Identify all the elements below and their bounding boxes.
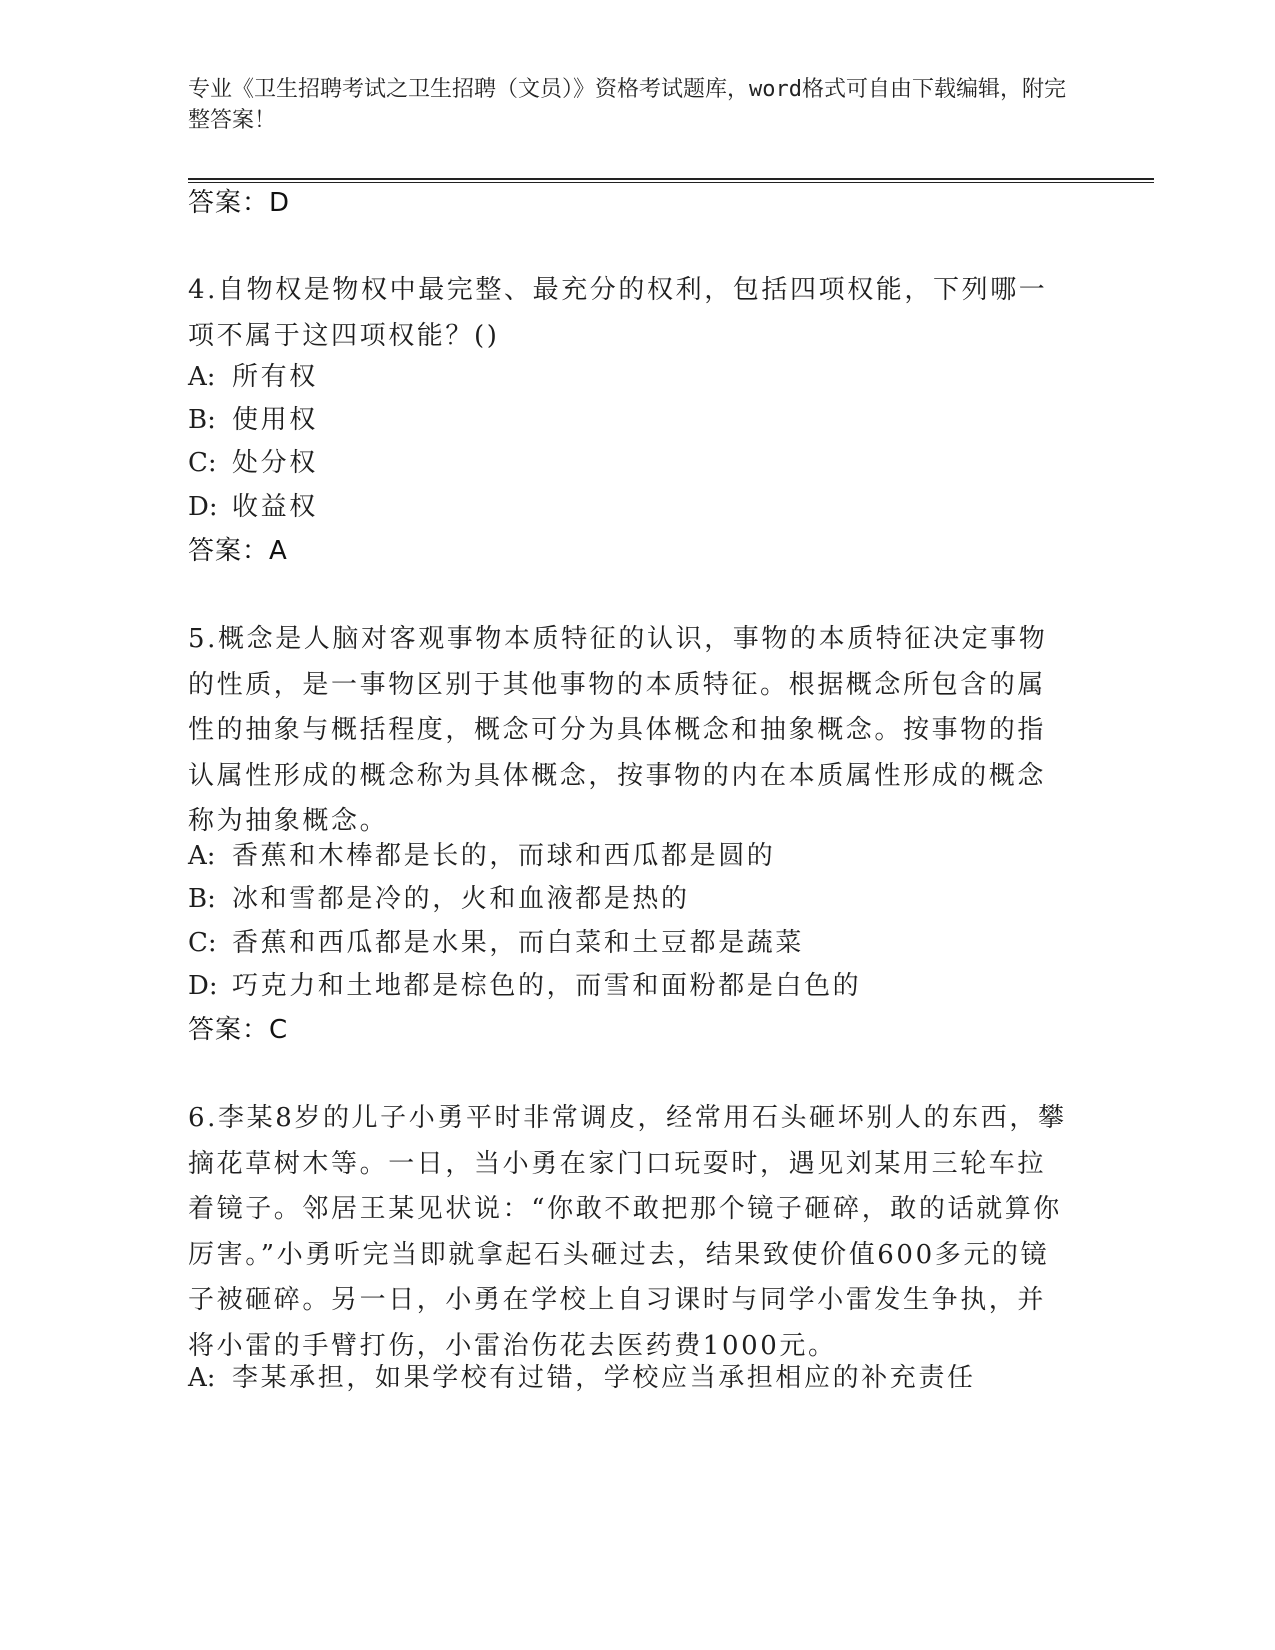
q6-question: 6.李某8岁的儿子小勇平时非常调皮，经常用石头砸坏别人的东西，攀摘花草树木等。一日，当小勇在家门口玩耍时，遇见刘某用三轮车拉着镜子。邻居王某见状说：“你敢不敢把那个镜子砸碎，敢的话就算你厉害。”小勇听完当即就拿起石头砸过去，结果致使价值600多元的镜子被砸碎。另一日，小勇在学校上自习课时与同学小雷发生争执，并将小雷的手臂打伤，小雷治伤花去医药费1000元。 — [188, 1103, 1067, 1361]
option-key: D: — [188, 492, 218, 522]
q5-option-b — [188, 882, 1068, 916]
q4-option-d — [188, 490, 1068, 524]
option-key: A: — [188, 841, 216, 871]
q5-option-a — [188, 839, 1068, 873]
option-text: 所有权 — [232, 362, 318, 392]
option-text: 香蕉和木棒都是长的，而球和西瓜都是圆的 — [232, 841, 776, 871]
option-text: 巧克力和土地都是棕色的，而雪和面粉都是白色的 — [232, 971, 862, 1001]
option-key: A: — [188, 1363, 216, 1393]
option-key: C: — [188, 448, 217, 478]
q5-option-d — [188, 969, 1068, 1003]
option-key: A: — [188, 362, 216, 392]
document-header: 专业《卫生招聘考试之卫生招聘（文员）》资格考试题库，word格式可自由下载编辑，附完整答案！ — [188, 77, 1066, 133]
q6-option-a — [188, 1361, 1068, 1395]
option-key: B: — [188, 405, 216, 435]
option-key: D: — [188, 971, 218, 1001]
option-text: 使用权 — [232, 405, 318, 435]
option-text: 李某承担，如果学校有过错，学校应当承担相应的补充责任 — [232, 1363, 976, 1393]
q5-answer: 答案：C — [188, 1015, 289, 1045]
option-key: B: — [188, 884, 216, 914]
header-divider-thin — [188, 182, 1154, 183]
q5-option-c — [188, 926, 1068, 960]
q5-question: 5.概念是人脑对客观事物本质特征的认识，事物的本质特征决定事物的性质，是一事物区别于其他事物的本质特征。根据概念所包含的属性的抽象与概括程度，概念可分为具体概念和抽象概念。按事物的指认属性形成的概念称为具体概念，按事物的内在本质属性形成的概念称为抽象概念。 — [188, 624, 1048, 836]
q3-answer: 答案：D — [188, 188, 291, 218]
option-text: 香蕉和西瓜都是水果，而白菜和土豆都是蔬菜 — [232, 928, 805, 958]
q4-question: 4.自物权是物权中最完整、最充分的权利，包括四项权能，下列哪一项不属于这四项权能？() — [188, 275, 1048, 351]
option-text: 处分权 — [232, 448, 318, 478]
option-key: C: — [188, 928, 217, 958]
q4-option-b — [188, 403, 1068, 437]
q4-option-c — [188, 446, 1068, 480]
header-divider — [188, 178, 1154, 180]
q4-option-a — [188, 360, 1068, 394]
q4-answer: 答案：A — [188, 536, 288, 566]
option-text: 冰和雪都是冷的，火和血液都是热的 — [232, 884, 690, 914]
option-text: 收益权 — [232, 492, 318, 522]
